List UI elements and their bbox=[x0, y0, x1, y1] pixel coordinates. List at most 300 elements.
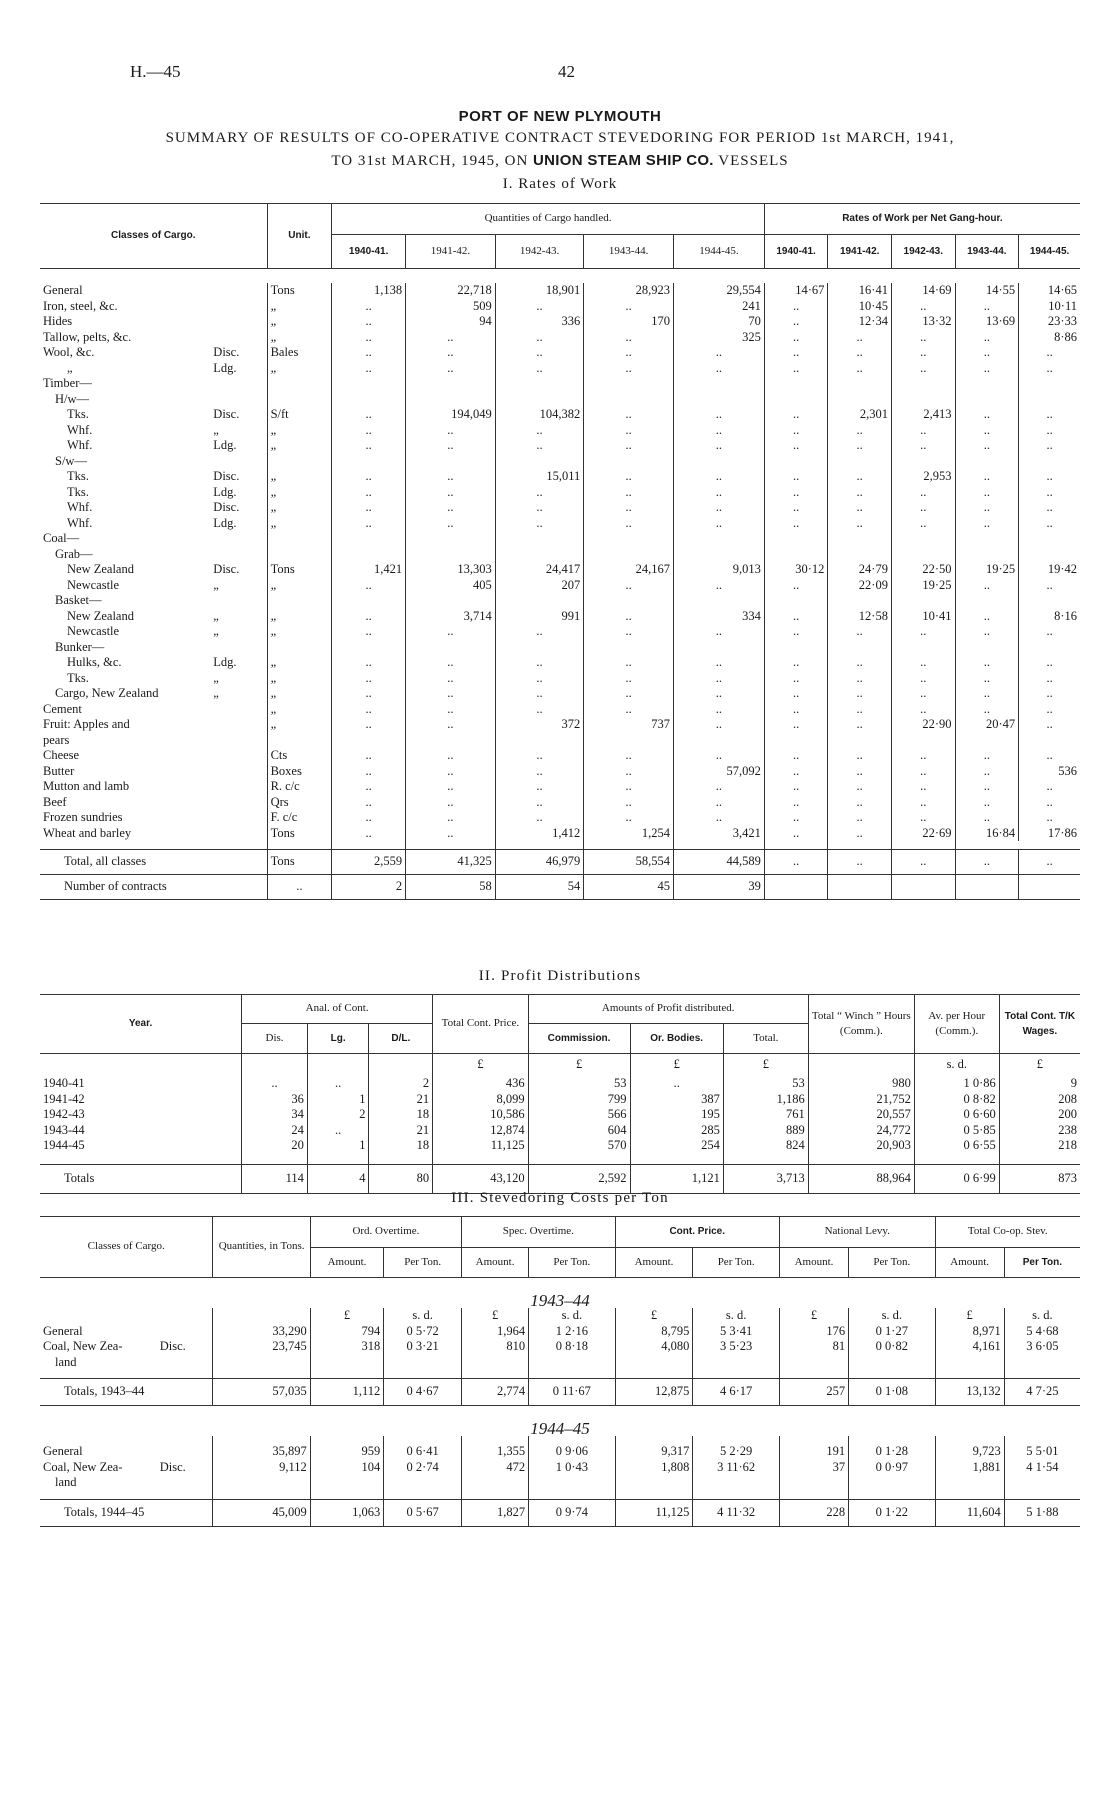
qty-value: .. bbox=[673, 748, 764, 764]
rate-value: 10·11 bbox=[1019, 299, 1080, 315]
rate-row bbox=[40, 826, 1080, 842]
spacer bbox=[213, 1436, 310, 1444]
period-label: 1944–45 bbox=[530, 1418, 590, 1438]
total-amount: 12,875 bbox=[615, 1379, 693, 1406]
spacer bbox=[40, 1054, 242, 1077]
cargo-class: S/w— bbox=[55, 453, 87, 468]
year-header: Year. bbox=[128, 1018, 153, 1030]
cargo-sub bbox=[210, 810, 267, 826]
cost-amount: 1,355 bbox=[462, 1444, 529, 1460]
profit-price: 8,099 bbox=[433, 1092, 529, 1108]
rate-value: .. bbox=[955, 469, 1019, 485]
rate-value: 23·33 bbox=[1019, 314, 1080, 330]
year-label: 1940-41 bbox=[43, 1076, 85, 1090]
rate-value: .. bbox=[955, 748, 1019, 764]
cargo-unit: R. c/c bbox=[267, 779, 332, 795]
cargo-unit: Tons bbox=[267, 562, 332, 578]
qty-year-header: 1940-41. bbox=[332, 235, 406, 269]
qty-value bbox=[584, 547, 674, 563]
rate-row bbox=[40, 330, 1080, 346]
cargo-unit bbox=[267, 640, 332, 656]
spacer bbox=[955, 841, 1019, 850]
cargo-sub bbox=[210, 826, 267, 842]
qty-year-header: 1942-43. bbox=[495, 235, 584, 269]
rate-value: .. bbox=[955, 330, 1019, 346]
rate-value: 10·45 bbox=[828, 299, 892, 315]
qty-value: 29,554 bbox=[673, 283, 764, 299]
rate-value: .. bbox=[1019, 671, 1080, 687]
rate-value: .. bbox=[891, 485, 955, 501]
qty-value bbox=[673, 531, 764, 547]
spacer bbox=[433, 1154, 529, 1165]
cargo-sub bbox=[210, 733, 267, 749]
summary-qty: 41,325 bbox=[406, 850, 496, 875]
qty-value: .. bbox=[332, 314, 406, 330]
rate-value: .. bbox=[891, 299, 955, 315]
rate-value: .. bbox=[955, 423, 1019, 439]
spacer bbox=[384, 1436, 462, 1444]
cargo-class: New Zealand bbox=[67, 562, 134, 576]
cargo-sub bbox=[210, 748, 267, 764]
cargo-unit: „ bbox=[267, 485, 332, 501]
qty-value: .. bbox=[673, 438, 764, 454]
qty-value: .. bbox=[332, 702, 406, 718]
rate-value: .. bbox=[955, 702, 1019, 718]
qty-value: .. bbox=[406, 826, 496, 842]
total-per-ton: 5 1·88 bbox=[1004, 1499, 1080, 1526]
rate-value: .. bbox=[1019, 516, 1080, 532]
rate-value: .. bbox=[1019, 500, 1080, 516]
rate-value: .. bbox=[1019, 810, 1080, 826]
rate-value: .. bbox=[1019, 686, 1080, 702]
profit-total: 824 bbox=[723, 1138, 808, 1154]
cost-amount: 1,964 bbox=[462, 1324, 529, 1340]
year-label: 1944-45 bbox=[43, 1138, 85, 1152]
rate-value: .. bbox=[891, 423, 955, 439]
rate-value: .. bbox=[828, 702, 892, 718]
classes-header: Classes of Cargo. bbox=[111, 230, 196, 242]
cargo-class: Timber— bbox=[43, 376, 92, 390]
cost-amount: 4,161 bbox=[935, 1339, 1004, 1370]
spacer bbox=[935, 1491, 1004, 1500]
qty-value bbox=[406, 531, 496, 547]
rate-value: .. bbox=[828, 748, 892, 764]
profit-lg: .. bbox=[307, 1123, 369, 1139]
profit-dl: 18 bbox=[369, 1107, 433, 1123]
spacer bbox=[310, 1491, 384, 1500]
cargo-unit: „ bbox=[267, 655, 332, 671]
rate-value: .. bbox=[955, 810, 1019, 826]
rate-row bbox=[40, 500, 1080, 516]
rate-value: .. bbox=[891, 748, 955, 764]
qty-value: .. bbox=[584, 578, 674, 594]
qty-value: .. bbox=[406, 686, 496, 702]
profit-dis: 20 bbox=[242, 1138, 308, 1154]
rate-row bbox=[40, 655, 1080, 671]
cargo-sub bbox=[210, 640, 267, 656]
cargo-sub bbox=[210, 702, 267, 718]
cargo-class: Cheese bbox=[43, 748, 80, 762]
qty-value bbox=[495, 593, 584, 609]
cargo-unit: Cts bbox=[267, 748, 332, 764]
cost-amount: 794 bbox=[310, 1324, 384, 1340]
rate-row bbox=[40, 299, 1080, 315]
spacer bbox=[584, 841, 674, 850]
spacer bbox=[213, 1370, 310, 1379]
qty-value: .. bbox=[332, 748, 406, 764]
rate-value bbox=[1019, 376, 1080, 392]
qty-value bbox=[495, 376, 584, 392]
cargo-class: Whf. bbox=[67, 438, 93, 452]
qty-year-header: 1944-45. bbox=[673, 235, 764, 269]
cargo-class: Whf. bbox=[67, 422, 93, 437]
rate-value: .. bbox=[955, 438, 1019, 454]
cost-per-ton: 1 0·43 bbox=[529, 1460, 615, 1491]
summary-label: Total, all classes bbox=[64, 854, 147, 869]
rate-row bbox=[40, 810, 1080, 826]
cost-amount: 191 bbox=[779, 1444, 848, 1460]
amount-header: Amount. bbox=[779, 1248, 848, 1278]
rate-row bbox=[40, 717, 1080, 733]
qty-value: .. bbox=[332, 764, 406, 780]
qty-value: .. bbox=[406, 345, 496, 361]
profit-winch: 20,557 bbox=[808, 1107, 914, 1123]
cost-amount: 104 bbox=[310, 1460, 384, 1491]
port-title: PORT OF NEW PLYMOUTH bbox=[458, 108, 662, 125]
rate-value bbox=[1019, 640, 1080, 656]
profit-av: 0 6·55 bbox=[914, 1138, 999, 1154]
spacer bbox=[808, 1154, 914, 1165]
cost-qty: 23,745 bbox=[213, 1339, 310, 1370]
total-total: 3,713 bbox=[723, 1164, 808, 1193]
cargo-class: Tks. bbox=[67, 407, 89, 421]
rate-row bbox=[40, 392, 1080, 408]
unit-label: £ bbox=[935, 1308, 1004, 1324]
qty-value: .. bbox=[332, 655, 406, 671]
qty-value bbox=[332, 640, 406, 656]
cost-totals-qty: 57,035 bbox=[213, 1379, 310, 1406]
dl-header: D/L. bbox=[369, 1024, 433, 1054]
qty-value bbox=[332, 392, 406, 408]
qty-value: 3,421 bbox=[673, 826, 764, 842]
summary-unit: .. bbox=[267, 875, 332, 900]
cargo-class: Whf. bbox=[67, 500, 93, 514]
cost-totals-label: Totals, 1944–45 bbox=[64, 1504, 145, 1519]
cargo-unit bbox=[267, 454, 332, 470]
unit-label: s. d. bbox=[1004, 1308, 1080, 1324]
rate-value: .. bbox=[764, 686, 828, 702]
cost-per-ton: 0 9·06 bbox=[529, 1444, 615, 1460]
rate-value: .. bbox=[891, 624, 955, 640]
spacer bbox=[242, 1154, 308, 1165]
spacer bbox=[310, 1436, 384, 1444]
qty-value bbox=[584, 392, 674, 408]
cargo-unit: „ bbox=[267, 671, 332, 687]
qty-value: .. bbox=[406, 361, 496, 377]
rate-value: .. bbox=[891, 438, 955, 454]
rate-value: .. bbox=[828, 469, 892, 485]
spacer-row bbox=[40, 1154, 1080, 1165]
total-per-ton: 0 11·67 bbox=[529, 1379, 615, 1406]
rate-value bbox=[828, 640, 892, 656]
cargo-sub: „ bbox=[213, 608, 219, 623]
summary-title-line2-a: TO 31st MARCH, 1945, ON bbox=[331, 153, 529, 169]
total-amount: 11,125 bbox=[615, 1499, 693, 1526]
profit-lg: 1 bbox=[307, 1138, 369, 1154]
profit-price: 10,586 bbox=[433, 1107, 529, 1123]
cost-amount: 318 bbox=[310, 1339, 384, 1370]
cost-class-label: Coal, New Zea- bbox=[43, 1459, 123, 1474]
qty-value: .. bbox=[495, 500, 584, 516]
spacer bbox=[630, 1154, 723, 1165]
qty-value: .. bbox=[332, 609, 406, 625]
qty-value: .. bbox=[584, 423, 674, 439]
rate-value: 8·16 bbox=[1019, 609, 1080, 625]
total-amount: 1,827 bbox=[462, 1499, 529, 1526]
rate-value: 19·25 bbox=[891, 578, 955, 594]
qty-value bbox=[673, 640, 764, 656]
qty-value: 94 bbox=[406, 314, 496, 330]
total-price: 43,120 bbox=[433, 1164, 529, 1193]
rate-value bbox=[1019, 454, 1080, 470]
cargo-sub: „ bbox=[213, 686, 219, 700]
qty-value: .. bbox=[332, 624, 406, 640]
qty-value: .. bbox=[495, 299, 584, 315]
rate-value: 22·50 bbox=[891, 562, 955, 578]
cost-amount: 9,723 bbox=[935, 1444, 1004, 1460]
rate-value: 14·55 bbox=[955, 283, 1019, 299]
spacer bbox=[615, 1491, 693, 1500]
rate-row bbox=[40, 438, 1080, 454]
qty-value: 1,421 bbox=[332, 562, 406, 578]
rate-value bbox=[891, 376, 955, 392]
qty-value: .. bbox=[495, 438, 584, 454]
cost-per-ton: 5 5·01 bbox=[1004, 1444, 1080, 1460]
rate-value: .. bbox=[764, 810, 828, 826]
rate-value: .. bbox=[764, 500, 828, 516]
rate-value: .. bbox=[764, 516, 828, 532]
rate-value: .. bbox=[828, 764, 892, 780]
unit-label: £ bbox=[779, 1308, 848, 1324]
cost-row bbox=[40, 1339, 1080, 1370]
profit-price: 436 bbox=[433, 1076, 529, 1092]
rate-value: .. bbox=[764, 671, 828, 687]
spacer bbox=[528, 1154, 630, 1165]
cost-class-label: General bbox=[43, 1323, 83, 1338]
qty-value bbox=[332, 593, 406, 609]
rate-value: .. bbox=[891, 810, 955, 826]
rate-value: .. bbox=[891, 795, 955, 811]
unit-label: £ bbox=[630, 1054, 723, 1077]
rate-value: .. bbox=[1019, 469, 1080, 485]
profit-lg: 2 bbox=[307, 1107, 369, 1123]
qty-value: .. bbox=[495, 671, 584, 687]
period-row bbox=[40, 1406, 1080, 1437]
total-per-ton: 0 4·67 bbox=[384, 1379, 462, 1406]
spacer bbox=[310, 1370, 384, 1379]
qty-value: .. bbox=[332, 469, 406, 485]
rate-value: 14·69 bbox=[891, 283, 955, 299]
cargo-unit: Bales bbox=[267, 345, 332, 361]
total-lg: 4 bbox=[307, 1164, 369, 1193]
rate-value: .. bbox=[764, 485, 828, 501]
rate-value: .. bbox=[955, 764, 1019, 780]
rate-value: .. bbox=[764, 702, 828, 718]
cost-per-ton: 0 1·28 bbox=[849, 1444, 935, 1460]
qty-value bbox=[332, 454, 406, 470]
rate-value: 14·67 bbox=[764, 283, 828, 299]
qty-value: .. bbox=[495, 702, 584, 718]
profit-row bbox=[40, 1076, 1080, 1092]
qty-value: .. bbox=[584, 810, 674, 826]
rate-value: .. bbox=[955, 407, 1019, 423]
qty-value: .. bbox=[495, 795, 584, 811]
profit-orb: 285 bbox=[630, 1123, 723, 1139]
company-name: UNION STEAM SHIP CO. bbox=[533, 152, 714, 169]
spacer bbox=[529, 1370, 615, 1379]
cost-per-ton: 0 8·18 bbox=[529, 1339, 615, 1370]
cargo-class: Cargo, New Zealand bbox=[55, 686, 159, 700]
rate-year-header: 1940-41. bbox=[764, 235, 828, 269]
spacer bbox=[779, 1436, 848, 1444]
spacer bbox=[615, 1436, 693, 1444]
qty-value: .. bbox=[332, 516, 406, 532]
rate-value: .. bbox=[764, 764, 828, 780]
dis-header: Dis. bbox=[242, 1024, 308, 1054]
cargo-sub: „ bbox=[213, 670, 219, 685]
cost-class bbox=[40, 1339, 157, 1370]
cargo-unit: „ bbox=[267, 686, 332, 702]
qty-value: .. bbox=[406, 810, 496, 826]
profit-dl: 18 bbox=[369, 1138, 433, 1154]
cargo-unit: Boxes bbox=[267, 764, 332, 780]
qty-value: .. bbox=[673, 423, 764, 439]
cost-per-ton: 0 1·27 bbox=[849, 1324, 935, 1340]
unit-label: £ bbox=[615, 1308, 693, 1324]
profit-winch: 980 bbox=[808, 1076, 914, 1092]
spacer bbox=[693, 1436, 779, 1444]
lg-header: Lg. bbox=[307, 1024, 369, 1054]
rate-value: .. bbox=[1019, 779, 1080, 795]
rate-value bbox=[891, 640, 955, 656]
rate-value: .. bbox=[891, 671, 955, 687]
cargo-unit bbox=[267, 392, 332, 408]
rate-value: .. bbox=[891, 779, 955, 795]
spacer bbox=[764, 841, 828, 850]
rate-row bbox=[40, 469, 1080, 485]
qty-value bbox=[332, 376, 406, 392]
qty-value: .. bbox=[673, 578, 764, 594]
cargo-sub bbox=[210, 330, 267, 346]
cargo-sub: Disc. bbox=[213, 407, 240, 421]
totals-label: Totals bbox=[64, 1170, 95, 1185]
cargo-unit bbox=[267, 547, 332, 563]
qty-value: .. bbox=[332, 671, 406, 687]
cargo-sub bbox=[210, 795, 267, 811]
cargo-class: General bbox=[43, 283, 83, 297]
stevedoring-costs-table bbox=[40, 1216, 1080, 1527]
rate-value: .. bbox=[1019, 578, 1080, 594]
qty-value: .. bbox=[584, 748, 674, 764]
qty-value: .. bbox=[673, 624, 764, 640]
spacer bbox=[40, 1308, 213, 1324]
summary-qty: 2 bbox=[332, 875, 406, 900]
per-ton-header: Per Ton. bbox=[384, 1248, 462, 1278]
qty-value: .. bbox=[406, 717, 496, 733]
qty-value: .. bbox=[673, 702, 764, 718]
qty-value: .. bbox=[495, 361, 584, 377]
spacer bbox=[849, 1491, 935, 1500]
rate-value: 2,953 bbox=[891, 469, 955, 485]
qty-value: 405 bbox=[406, 578, 496, 594]
rate-row bbox=[40, 624, 1080, 640]
spacer bbox=[1004, 1370, 1080, 1379]
profit-price: 12,874 bbox=[433, 1123, 529, 1139]
rate-value: .. bbox=[891, 702, 955, 718]
rate-value bbox=[891, 547, 955, 563]
qty-value bbox=[673, 454, 764, 470]
total-comm: 2,592 bbox=[528, 1164, 630, 1193]
summary-title-line1: SUMMARY OF RESULTS OF CO-OPERATIVE CONTRACT STEVEDORING FOR PERIOD 1st MARCH, 1941, bbox=[165, 130, 955, 146]
rate-value bbox=[764, 392, 828, 408]
qty-value bbox=[495, 733, 584, 749]
profit-orb: 254 bbox=[630, 1138, 723, 1154]
profit-row bbox=[40, 1138, 1080, 1154]
profit-dl: 21 bbox=[369, 1092, 433, 1108]
rate-row bbox=[40, 314, 1080, 330]
profit-dis: 34 bbox=[242, 1107, 308, 1123]
cost-class-label: General bbox=[43, 1444, 83, 1458]
rate-value: .. bbox=[891, 764, 955, 780]
cargo-class: Frozen sundries bbox=[43, 810, 123, 824]
cost-row bbox=[40, 1324, 1080, 1340]
cargo-unit bbox=[267, 593, 332, 609]
rate-value: .. bbox=[764, 330, 828, 346]
unit-label: £ bbox=[462, 1308, 529, 1324]
spacer bbox=[615, 1370, 693, 1379]
qty-value: .. bbox=[406, 795, 496, 811]
cargo-class: Bunker— bbox=[55, 639, 105, 654]
section1-title: I. Rates of Work bbox=[502, 176, 618, 192]
cargo-sub: Ldg. bbox=[213, 515, 237, 530]
qty-value bbox=[332, 733, 406, 749]
cost-amount: 472 bbox=[462, 1460, 529, 1491]
rate-value: .. bbox=[891, 655, 955, 671]
qty-value: .. bbox=[332, 330, 406, 346]
qty-value: .. bbox=[332, 361, 406, 377]
qty-value bbox=[584, 376, 674, 392]
qty-value: .. bbox=[332, 500, 406, 516]
profit-comm: 799 bbox=[528, 1092, 630, 1108]
summary-rate: .. bbox=[955, 850, 1019, 875]
rate-value bbox=[891, 593, 955, 609]
qty-value bbox=[406, 593, 496, 609]
spacer bbox=[935, 1370, 1004, 1379]
profit-tk: 218 bbox=[999, 1138, 1080, 1154]
rate-value: .. bbox=[1019, 485, 1080, 501]
rate-value: .. bbox=[764, 423, 828, 439]
rate-value: .. bbox=[828, 795, 892, 811]
rate-value: 12·34 bbox=[828, 314, 892, 330]
amount-header: Amount. bbox=[615, 1248, 693, 1278]
spacer bbox=[40, 1436, 213, 1444]
rate-value: .. bbox=[955, 578, 1019, 594]
rate-value: .. bbox=[828, 516, 892, 532]
qty-value: .. bbox=[584, 330, 674, 346]
rate-value: .. bbox=[1019, 748, 1080, 764]
cost-amount: 8,795 bbox=[615, 1324, 693, 1340]
rate-value: .. bbox=[955, 795, 1019, 811]
